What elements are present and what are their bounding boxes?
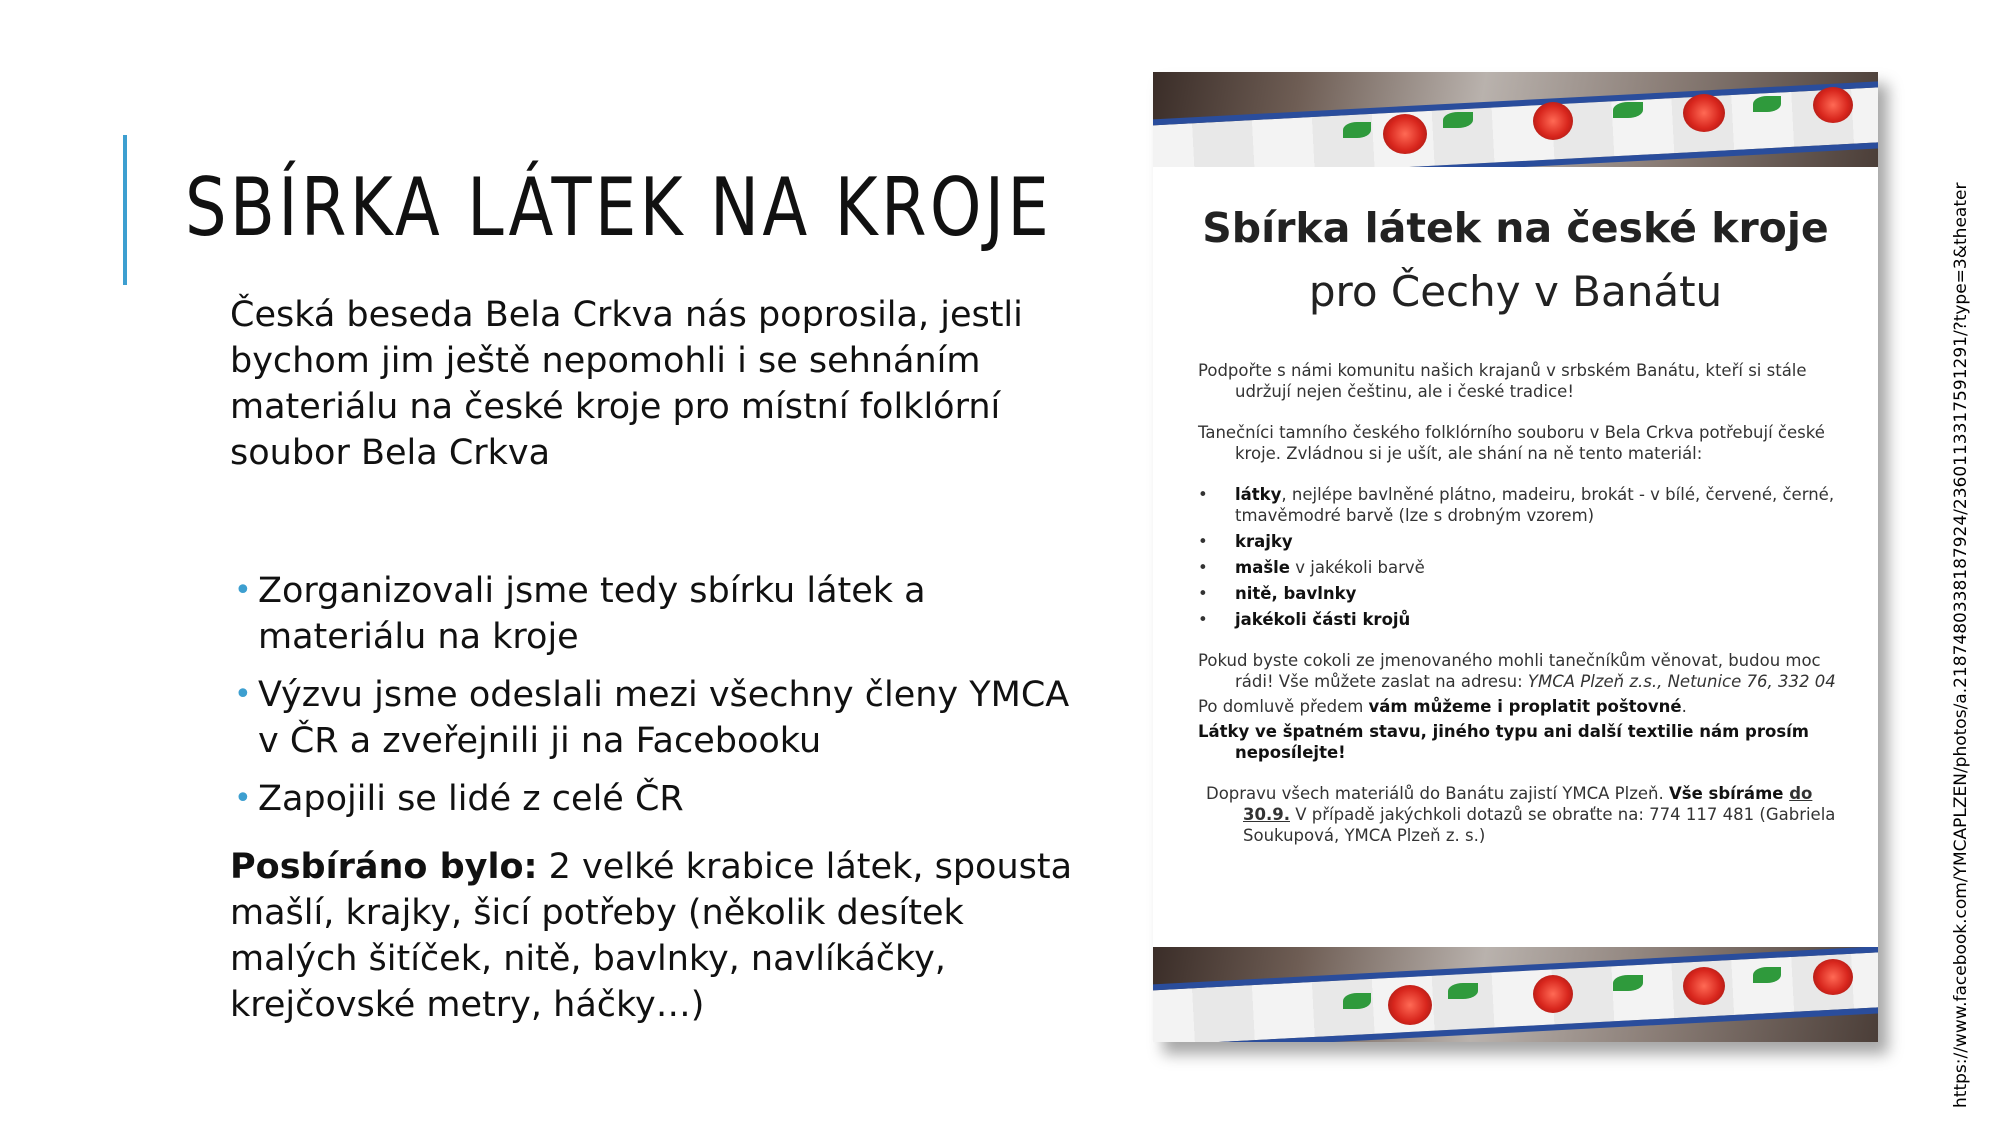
poster-subtitle: pro Čechy v Banátu bbox=[1308, 267, 1723, 316]
collected-summary bbox=[230, 844, 1090, 1028]
poster-paragraph: Po domluvě předem vám můžeme i proplatit poštovné. bbox=[1198, 697, 1687, 716]
poster-paragraph: Látky ve špatném stavu, jiného typu ani další textilie nám prosím neposílejte! bbox=[1198, 722, 1809, 762]
summary-label: Posbíráno bylo: bbox=[230, 847, 538, 887]
embroidery-band-top bbox=[1153, 72, 1878, 167]
poster-material-list bbox=[1198, 484, 1838, 630]
poster-list-item: • mašle v jakékoli barvě bbox=[1198, 558, 1425, 577]
bullet-dot-icon: • bbox=[234, 781, 252, 816]
poster-paragraph: Dopravu všech materiálů do Banátu zajistí YMCA Plzeň. Vše sbíráme do 30.9. V případě jakýchkoli dotazů se obraťte na: 774 117 481 (Gabriela Soukupová, YMCA Plzeň z. s.) bbox=[1206, 784, 1836, 845]
bullet-item: • Zapojili se lidé z celé ČR bbox=[230, 776, 1090, 822]
poster-body bbox=[1198, 360, 1838, 846]
bullet-item: • Výzvu jsme odeslali mezi všechny členy YMCA v ČR a zveřejnili ji na Facebooku bbox=[230, 672, 1090, 764]
poster-title: Sbírka látek na české kroje bbox=[1202, 204, 1829, 252]
embroidery-band-bottom bbox=[1153, 947, 1878, 1042]
poster-list-item: • nitě, bavlnky bbox=[1198, 584, 1357, 603]
poster-paragraph: Pokud byste cokoli ze jmenovaného mohli tanečníkům věnovat, budou moc rádi! Vše můžete zaslat na adresu: YMCA Plzeň z.s., Netunice 76, 332 04 bbox=[1198, 651, 1836, 691]
slide-title: SBÍRKA LÁTEK NA KROJE bbox=[185, 161, 1053, 254]
intro-text: Česká beseda Bela Crkva nás poprosila, jestli bychom jim ještě nepomohli i se sehnáním materiálu na české kroje pro místní folklórní soubor Bela Crkva bbox=[230, 295, 1023, 473]
collection-poster bbox=[1153, 72, 1878, 1042]
bullet-list bbox=[230, 568, 1090, 822]
bullet-dot-icon: • bbox=[234, 573, 252, 608]
summary-text: 2 velké krabice látek, spousta mašlí, krajky, šicí potřeby (několik desítek malých šitíček, nitě, bavlnky, navlíkáčky, krejčovské metry, háčky…) bbox=[230, 847, 1073, 1025]
bullet-dot-icon: • bbox=[234, 677, 252, 712]
source-url-link[interactable]: https://www.facebook.com/YMCAPLZEN/photos/a.2187480338187924/2360113317591291/?type=3&theater bbox=[1951, 182, 1971, 1108]
poster-paragraph: Podpořte s námi komunitu našich krajanů v srbském Banátu, kteří si stále udržují nejen češtinu, ale i české tradice! bbox=[1198, 361, 1807, 401]
poster-list-item: • krajky bbox=[1198, 532, 1293, 551]
title-accent-bar bbox=[123, 135, 127, 285]
poster-list-item: • jakékoli části krojů bbox=[1198, 610, 1411, 629]
poster-paragraph: Tanečníci tamního českého folklórního souboru v Bela Crkva potřebují české kroje. Zvládnou si je ušít, ale shání na ně tento materiál: bbox=[1198, 423, 1825, 463]
poster-list-item: • látky, nejlépe bavlněné plátno, madeiru, brokát - v bílé, červené, černé, tmavěmodré barvě (lze s drobným vzorem) bbox=[1198, 485, 1835, 525]
slide-content bbox=[230, 292, 1090, 1028]
bullet-item: • Zorganizovali jsme tedy sbírku látek a materiálu na kroje bbox=[230, 568, 1090, 660]
